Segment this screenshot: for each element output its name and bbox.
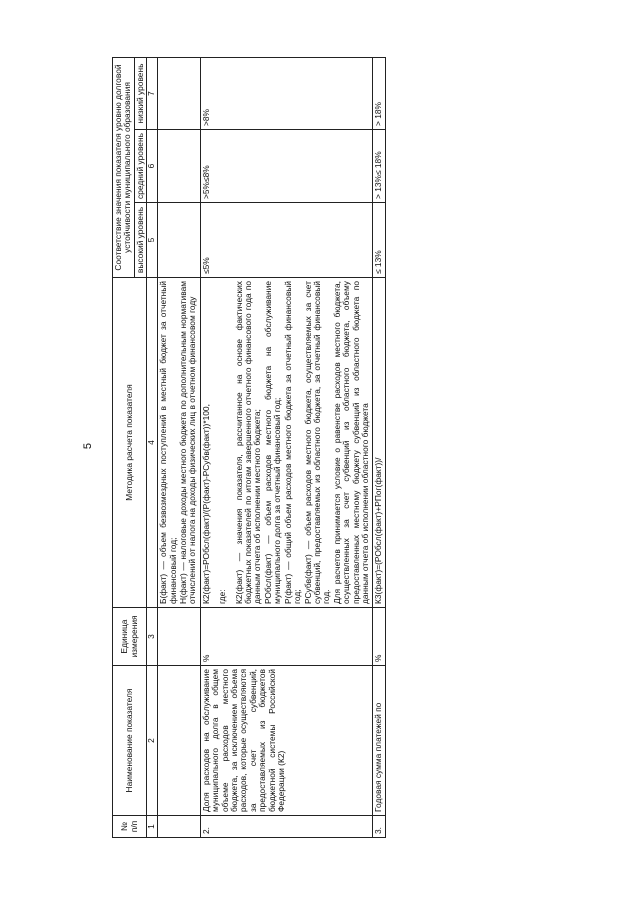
row2-unit: % <box>200 608 373 666</box>
row2-low: >8% <box>200 58 373 130</box>
row2-name: Доля расходов на обслуживание муниципального долга в общем объеме расходов местного бюджета, за исключением объема расходов, которые осуществляются за счет субвенций, предоставляемых из бюджетов бюджетной системы Российской Федерации (К2) <box>200 666 373 816</box>
page-number: 5 <box>82 442 95 450</box>
header-row <box>113 58 135 838</box>
row2-num: 2. <box>200 816 373 838</box>
header-mid: средний уровень <box>134 130 146 203</box>
table-row-3 <box>373 58 385 838</box>
col-number: 2 <box>147 666 158 816</box>
header-name: Наименование показателя <box>113 666 147 816</box>
method-line: РОбсл(факт) — объем расходов местного бюджета на обслуживание муниципального долга за отчетный финансовый год; <box>262 281 283 604</box>
row2-method <box>200 278 373 608</box>
row3-name: Годовая сумма платежей по <box>373 666 385 816</box>
header-unit: Единица измерения <box>113 608 147 666</box>
cell-empty <box>158 130 201 203</box>
row3-high: ≤ 13% <box>373 203 385 278</box>
col-number: 4 <box>147 278 158 608</box>
cell-method-continued <box>158 278 201 608</box>
col-number: 3 <box>147 608 158 666</box>
cell-empty <box>158 608 201 666</box>
row2-formula: К2(факт)=РОбсл(факт)/(Р(факт)-РСубв(факт))*100, <box>200 404 211 604</box>
col-number: 1 <box>147 816 158 838</box>
col-number: 7 <box>147 58 158 130</box>
cell-empty <box>158 816 201 838</box>
method-line: Для расчетов принимается условие о равенстве расходов местного бюджета, осуществленных за счет субвенций из областного бюджета, объему предоставленных местному бюджету субвенций из областного бюджета по данным отчета об исполнении областного бюджета <box>331 281 370 604</box>
cell-empty <box>158 58 201 130</box>
method-line: РСубв(факт) — объем расходов местного бюджета, осуществляемых за счет субвенций, предоставляемых из областного бюджета, за отчетный финансовый год. <box>302 281 332 604</box>
row3-num: 3. <box>373 816 385 838</box>
row2-high: ≤5% <box>200 203 373 278</box>
row3-method: К3(факт)=(РОбсл(факт)+РПог(факт))/ <box>373 278 385 608</box>
row2-where: где: <box>217 589 228 604</box>
col-number: 5 <box>147 203 158 278</box>
table-row-continued <box>158 58 201 838</box>
table-row-2 <box>200 58 373 838</box>
cell-empty <box>158 666 201 816</box>
method-line: Н(факт) — налоговые доходы местного бюджета по дополнительным нормативам отчислений от налога на доходы физических лиц в отчетном финансовом году <box>178 281 198 604</box>
method-line: Б(факт) — объем безвозмездных поступлений в местный бюджет за отчетный финансовый год; <box>158 281 178 604</box>
col-number: 6 <box>147 130 158 203</box>
column-number-row <box>147 58 158 838</box>
header-num: № п/п <box>113 816 147 838</box>
cell-empty <box>158 203 201 278</box>
row3-low: > 18% <box>373 58 385 130</box>
row3-mid: > 13%≤ 18% <box>373 130 385 203</box>
header-method: Методика расчета показателя <box>113 278 147 608</box>
indicators-table <box>112 57 386 838</box>
method-line: К2(факт) — значения показателя, рассчитанное на основе фактических бюджетных показателей по итогам завершенного отчетного финансового года по данным отчета об исполнении местного бюджета; <box>233 281 263 604</box>
rotated-table-container <box>112 58 592 838</box>
header-level-group: Соответствие значения показателя уровню долговой устойчивости муниципального образования <box>113 58 135 278</box>
header-low: низкий уровень <box>134 58 146 130</box>
row3-unit: % <box>373 608 385 666</box>
header-high: высокий уровень <box>134 203 146 278</box>
method-line: Р(факт) — общий объем расходов местного бюджета за отчетный финансовый год; <box>282 281 303 604</box>
row2-mid: >5%≤8% <box>200 130 373 203</box>
